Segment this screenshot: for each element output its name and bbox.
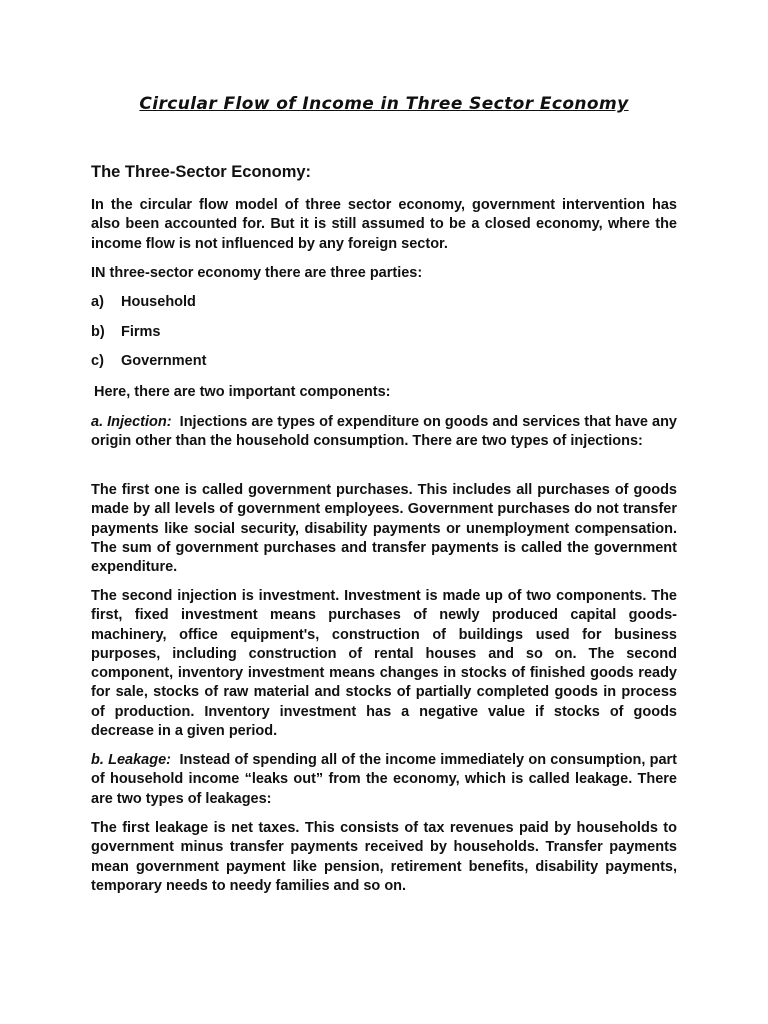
section-heading: The Three-Sector Economy: <box>91 163 312 181</box>
list-item <box>91 324 161 340</box>
list-marker: a) <box>91 294 104 310</box>
list-item-text: Household <box>121 294 196 310</box>
leakage-label: b. Leakage: <box>91 752 171 768</box>
parties-intro: IN three-sector economy there are three parties: <box>91 265 423 281</box>
list-marker: c) <box>91 353 104 369</box>
injection-paragraph <box>91 413 677 452</box>
document-title: Circular Flow of Income in Three Sector Economy <box>139 94 629 114</box>
government-purchases-paragraph: The first one is called government purchases. This includes all purchases of goods made by all levels of government employees. Government purchases do not transfer payments like social security, disability payments or unemployment compensation. The sum of government purchases and transfer payments is called the government expenditure. <box>91 482 677 576</box>
investment-paragraph: The second injection is investment. Investment is made up of two components. The first, fixed investment means purchases of newly produced capital goods- machinery, office equipment's, construction of buildings used for business purposes, including construction of rental houses and so on. The second component, inventory investment means changes in stocks of finished goods ready for sale, stocks of raw material and stocks of partially completed goods in process of production. Inventory investment has a negative value if stocks of goods decrease in a given period. <box>91 588 677 740</box>
components-intro: Here, there are two important components: <box>94 384 391 400</box>
list-item <box>91 353 206 369</box>
net-taxes-paragraph: The first leakage is net taxes. This consists of tax revenues paid by households to government minus transfer payments received by households. Transfer payments mean government payment like pension, retirement benefits, disability payments, temporary needs to needy families and so on. <box>91 820 677 894</box>
list-marker: b) <box>91 324 105 340</box>
list-item <box>91 294 196 310</box>
injection-text: Injections are types of expenditure on goods and services that have any origin other than the household consumption. There are two types of injections: <box>91 414 677 450</box>
intro-paragraph: In the circular flow model of three sector economy, government intervention has also been accounted for. But it is still assumed to be a closed economy, where the income flow is not influenced by any foreign sector. <box>91 197 677 252</box>
injection-label: a. Injection: <box>91 414 172 430</box>
leakage-paragraph <box>91 751 677 809</box>
list-item-text: Firms <box>121 324 161 340</box>
list-item-text: Government <box>121 353 207 369</box>
leakage-text: Instead of spending all of the income immediately on consumption, part of household income “leaks out” from the economy, which is called leakage. There are two types of leakages: <box>91 752 677 807</box>
